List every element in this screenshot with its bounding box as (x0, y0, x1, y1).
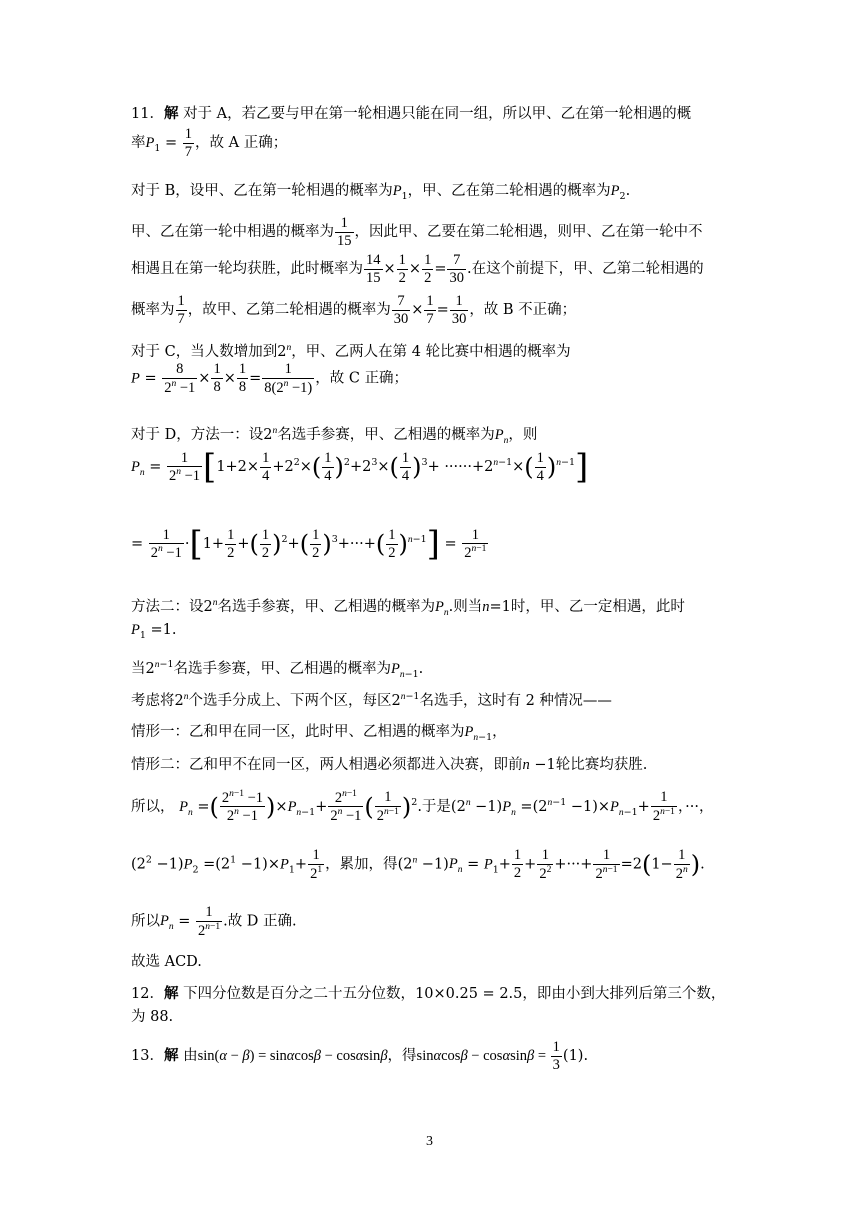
q11-line5: 相遇且在第一轮均获胜，此时概率为 $\frac{14}{15}$ × $\frac{1}{2}$ × $\frac{1}{2}$ = $\frac{7}{30}$ .在这个前提下，甲、乙第二轮相遇的 (131, 252, 704, 286)
method2-line4: 考虑将2$^n$个选手分成上、下两个区，每区$2^{n-1}$名选手，这时有 2 种情况—— (131, 691, 612, 709)
page-number: 3 (426, 1134, 433, 1149)
q11-line9: 对于 D，方法一：设2$^n$名选手参赛，甲、乙相遇的概率为$P_n$，则 (131, 426, 538, 446)
q11-line8: P = $\frac{8}{2^n -1}$ × $\frac{1}{8}$ × $\frac{1}{8}$ = $\frac{1}{8(2^n -1)}$ ，故 C 正确； (131, 361, 409, 396)
q11-line1: 11．解 对于 A，若乙要与甲在第一轮相遇只能在同一组，所以甲、乙在第一轮相遇的概 (131, 105, 692, 122)
fraction: $\frac{1}{7}$ (184, 126, 193, 160)
fraction: $\frac{1}{15}$ (337, 215, 352, 249)
method2-line1: 方法二：设2$^n$名选手参赛，甲、乙相遇的概率为$P_n$.则当n=1时，甲、乙一定相遇，此时 (131, 598, 685, 618)
question-number: 11． (131, 106, 164, 122)
q11-line2: 率$P_1$ = $\frac{1}{7}$ ，故 A 正确； (131, 126, 288, 160)
solution-label: 解 (163, 105, 179, 122)
formula-pn-sum: $P_n$ = $\frac{1}{2^n -1}$ [1+2× $\frac{1}{4}$ $+2^2\times$( $\frac{1}{4}$ )$^2+2^3\times$( $\frac{1}{4}$ )$^3+ \cdot\cdot\cdot\cdot\cdot\cdot+2^{n-1}\times$( $\frac{1}{4}$ )$^{n-1}$] (131, 447, 589, 487)
q11-line6: 概率为 $\frac{1}{7}$ ，故甲、乙第二轮相遇的概率为 $\frac{7}{30}$ × $\frac{1}{7}$ = $\frac{1}{30}$ ，故 B 不正确； (131, 293, 577, 327)
case2: 情形二：乙和甲不在同一区，两人相遇必须都进入决赛，即前n −1轮比赛均获胜. (131, 757, 648, 773)
q13-line1: 13．解 由sin(α − β) = sinαcosβ − cosαsinβ，得sinαcosβ − cosαsinβ = $\frac{1}{3}$ (1). (131, 1039, 589, 1073)
q11-line3: 对于 B，设甲、乙在第一轮相遇的概率为$P_1$，甲、乙在第二轮相遇的概率为$P_2$. (131, 183, 631, 202)
q11-line4: 甲、乙在第一轮中相遇的概率为 $\frac{1}{15}$ ，因此甲、乙要在第二轮相遇，则甲、乙在第一轮中不 (131, 215, 703, 249)
formula-sum: $(2^2 -1)P_2 =(2^1 -1)\times P_1+$ $\frac{1}{2^1}$ ，累加，得$(2^n -1)P_n = P_1+$ $\frac{1}{2}$ + $\frac{1}{2^2}$ +···+ $\frac{1}{2^{n-1}}$ =2(1− $\frac{1}{2^n}$ ). (131, 847, 705, 882)
q11-line7: 对于 C，当人数增加到2$^n$，甲、乙两人在第 4 轮比赛中相遇的概率为 (131, 343, 571, 360)
answer-q11: 故选 ACD. (131, 954, 202, 970)
q12-line2: 为 88. (131, 1009, 174, 1025)
case1: 情形一：乙和甲在同一区，此时甲、乙相遇的概率为$P_{n-1}$， (131, 724, 507, 743)
method2-conclusion: 所以$P_n$ = $\frac{1}{2^{n-1}}$ .故 D 正确. (131, 904, 297, 939)
method2-line2: $P_1 =1$. (131, 622, 177, 641)
q12-line1: 12．解 下四分位数是百分之二十五分位数，10×0.25 = 2.5，即由小到大排列后第三个数， (131, 985, 726, 1002)
method2-line3: 当$2^{n-1}$名选手参赛，甲、乙相遇的概率为$P_{n-1}$. (131, 659, 424, 680)
formula-pn-result: = $\frac{1}{2^n -1}$ ·[1+ $\frac{1}{2}$ +( $\frac{1}{2}$ )$^2$+( $\frac{1}{2}$ )$^3$+···+( $\frac{1}{2}$ )$^{n-1}$] = $\frac{1}{2^{n-1}}$ (131, 524, 487, 564)
formula-recurrence: 所以， $P_n$ =( $\frac{2^{n-1} -1}{2^n -1}$ )$\times P_{n-1}+$ $\frac{2^{n-1}}{2^n -1}$ ( $\frac{1}{2^{n-1}}$ )$^2$.于是$(2^n -1)P_n =(2^{n-1} -1)\times P_{n-1}+$ $\frac{1}{2^{n-1}}$ ，···， (131, 789, 714, 825)
